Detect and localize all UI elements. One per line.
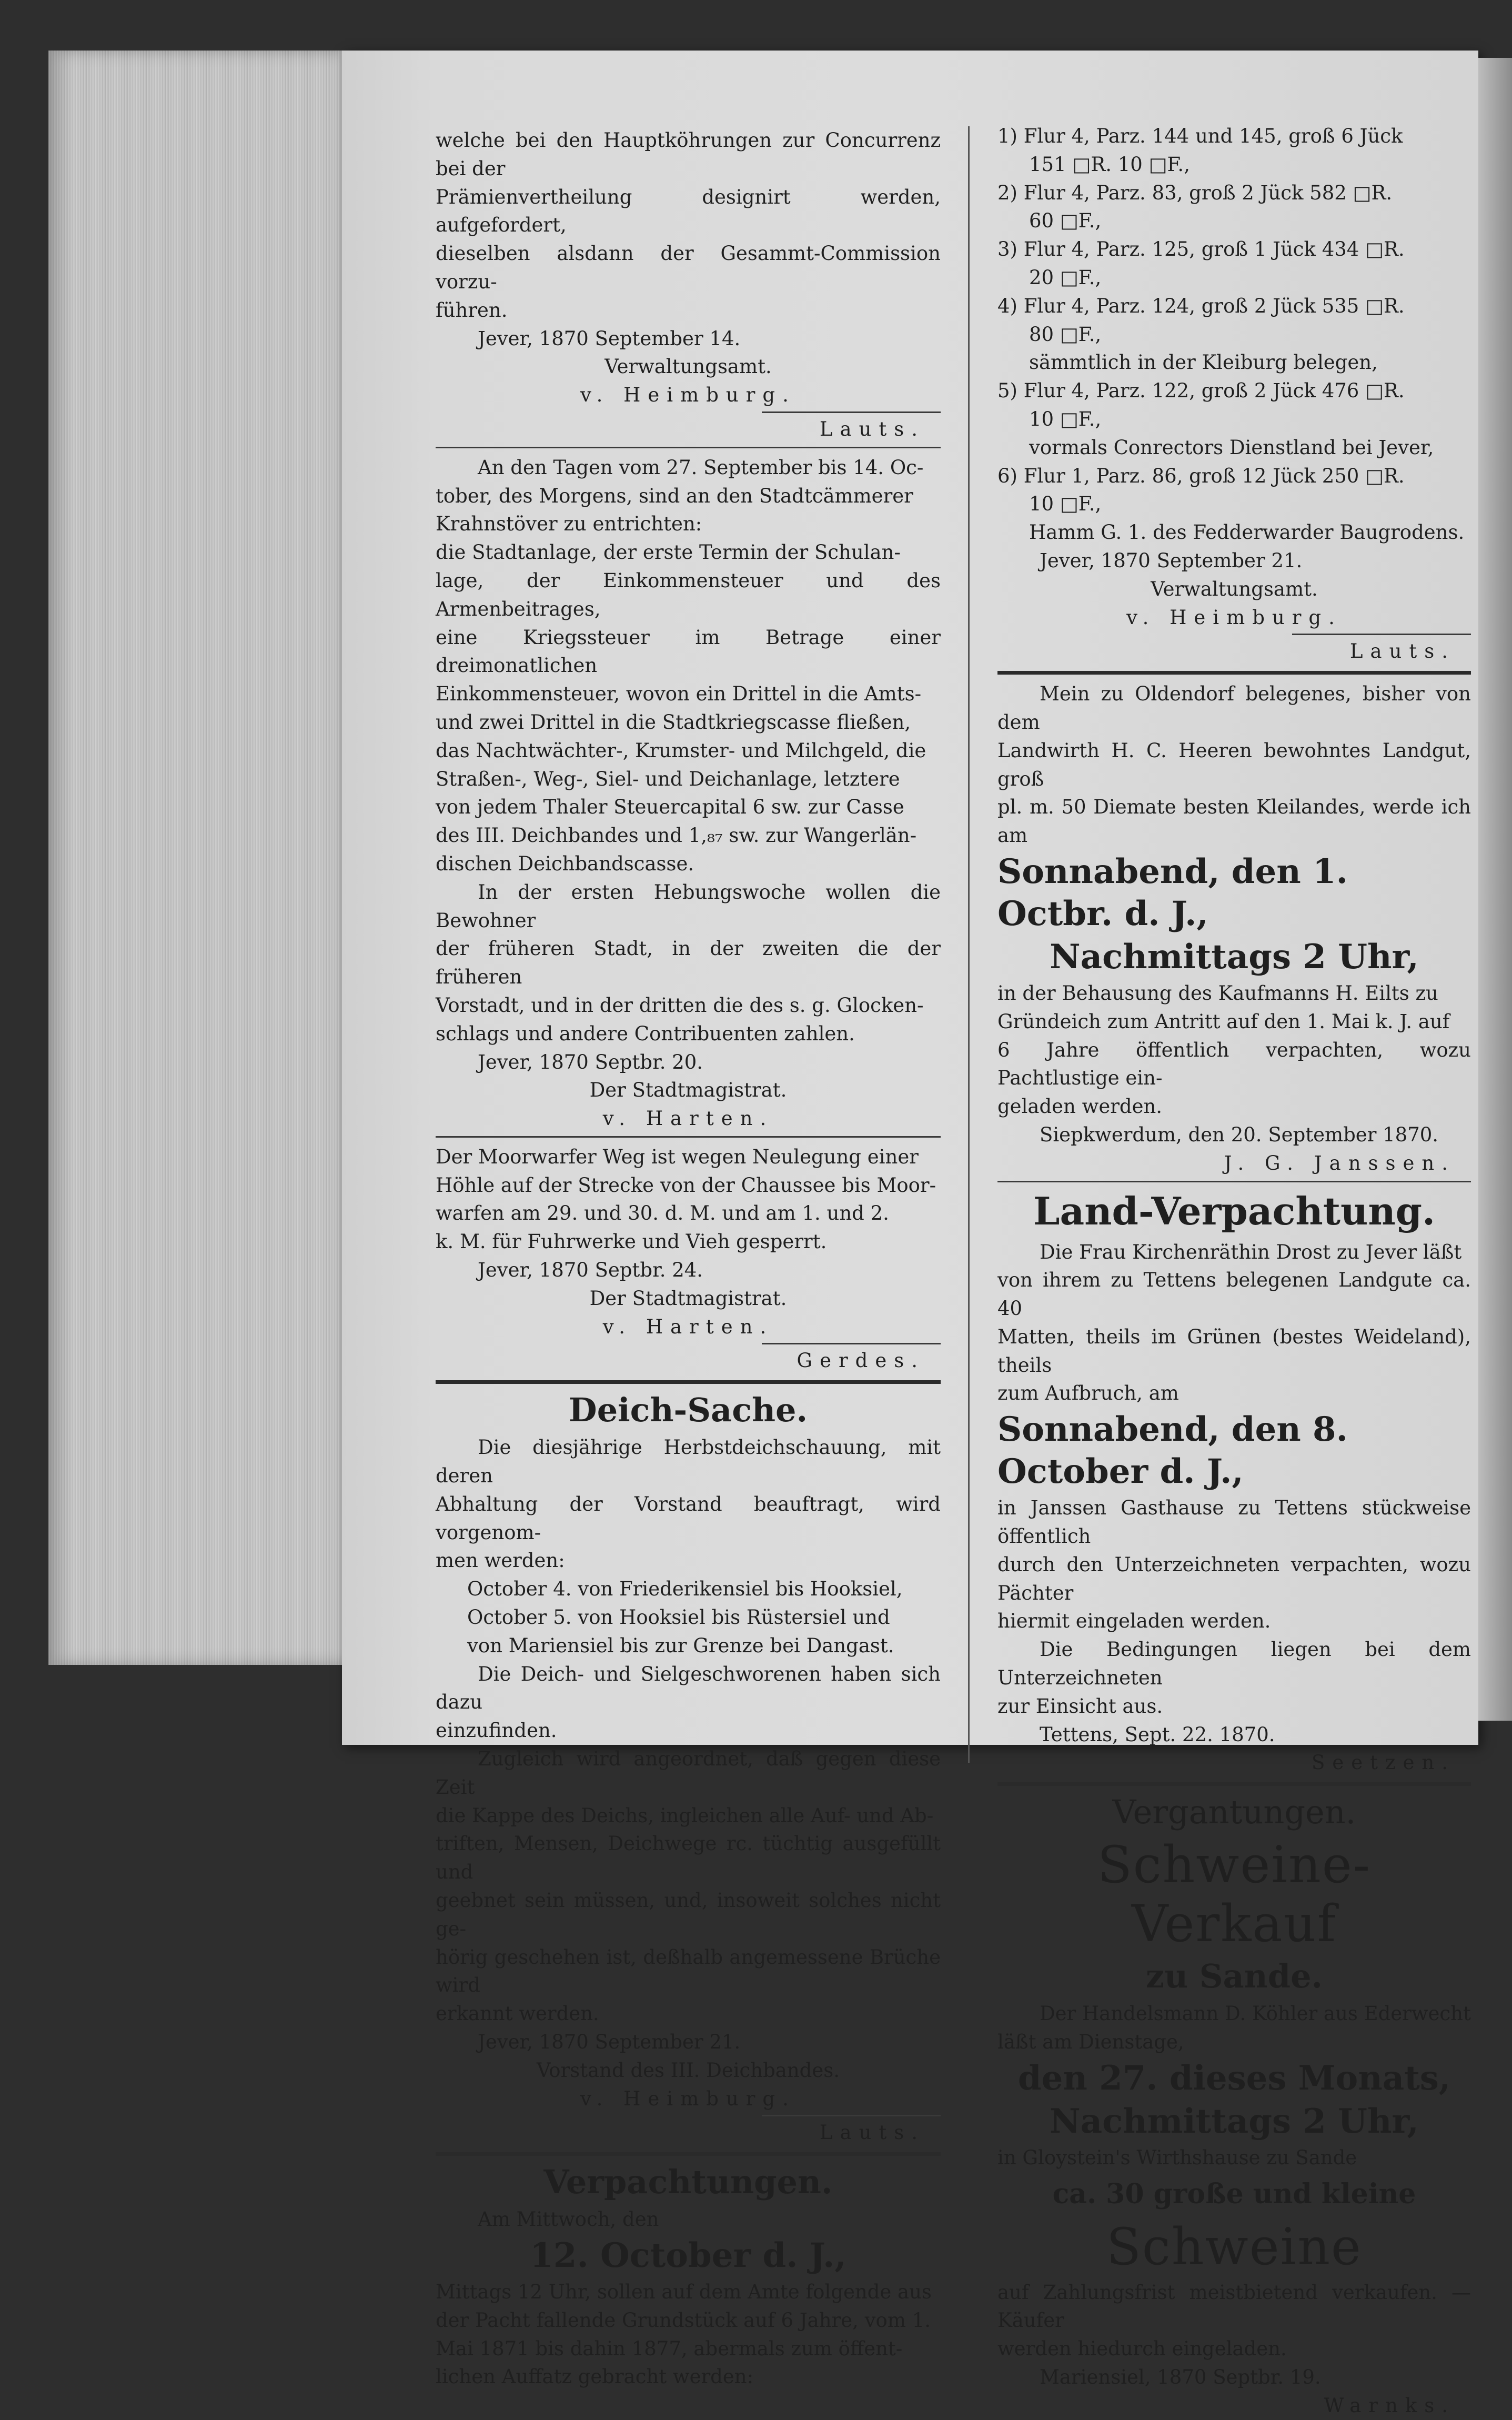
notice-signature: v. Heimburg. [580,384,796,407]
text-line: October 4. von Friederikensiel bis Hooksiel, [467,1578,903,1601]
highlight-date: den 27. dieses Monats, [1017,2058,1451,2098]
text-line: Zugleich wird angeordnet, daß gegen diese Zeit [436,1748,941,1799]
text-line: Höhle auf der Strecke von der Chaussee bis Moor- [436,1173,936,1197]
parcel-line: 10 □F., [1029,493,1102,516]
text-line: k. M. für Fuhrwerke und Vieh gesperrt. [436,1230,827,1253]
notice-date: Jever, 1870 Septbr. 20. [478,1050,703,1073]
parcel-line: 60 □F., [1029,209,1102,233]
text-line: Mai 1871 bis dahin 1877, abermals zum öffent- [436,2337,903,2360]
text-line: einzufinden. [436,1719,557,1742]
text-line: läßt am Dienstage, [997,2031,1184,2054]
text-line: die Kappe des Deichs, ingleichen alle Auf- und Ab- [436,1804,934,1827]
text-line: Die diesjährige Herbstdeichschauung, mit deren [436,1436,941,1488]
section-rule [436,1136,941,1138]
text-line: Vorstadt, und in der dritten die des s. g. Glocken- [436,993,924,1017]
parcel-line: 5) Flur 4, Parz. 122, groß 2 Jück 476 □R. [997,379,1405,403]
text-line: Am Mittwoch, den [478,2208,659,2231]
notice-title-goods: Schweine [1106,2217,1362,2276]
text-line: Der Moorwarfer Weg ist wegen Neulegung einer [436,1145,919,1168]
highlight-time: Nachmittags 2 Uhr, [1050,2101,1419,2141]
text-line: in der Behausung des Kaufmanns H. Eilts zu [997,981,1438,1005]
book-page-edges [48,51,344,1665]
notice-title: Land-Verpachtung. [1033,1188,1436,1233]
text-line: Mittags 12 Uhr, sollen auf dem Amte folgende aus [436,2280,932,2303]
text-line: zum Aufbruch, am [997,1382,1179,1405]
notice-date: Tettens, Sept. 22. 1870. [1040,1723,1275,1746]
highlight-date: 12. October d. J., [530,2235,846,2275]
parcel-line: 1) Flur 4, Parz. 144 und 145, groß 6 Jück [997,125,1403,147]
text-line: die Stadtanlage, der erste Termin der Schulan- [436,541,901,564]
notice-office: Verwaltungsamt. [1151,577,1318,600]
signature-rule [1292,634,1471,635]
notice-date: Jever, 1870 September 14. [478,327,741,350]
text-line: Gründeich zum Antritt auf den 1. Mai k. J. auf [997,1010,1450,1033]
text-line: Mein zu Oldendorf belegenes, bisher von dem [997,682,1471,734]
text-line: in Janssen Gasthause zu Tettens stückweise öffentlich [997,1497,1471,1548]
text-line: der früheren Stadt, in der zweiten die der früheren [436,937,941,989]
text-line: werden hiedurch eingeladen. [997,2337,1287,2361]
notice-signature: v. Harten. [602,1315,774,1338]
text-line: Die Bedingungen liegen bei dem Unterzeichneten [997,1638,1471,1690]
notice-signature: v. Harten. [602,1107,774,1130]
text-line: Matten, theils im Grünen (bestes Weideland), theils [997,1325,1471,1377]
notice-dike [436,1389,941,2147]
text-line: Prämienvertheilung designirt werden, aufgefordert, [436,185,941,237]
notice-clerk: Lauts. [819,2121,925,2144]
notice-signature: v. Heimburg. [580,2087,796,2110]
parcel-list [997,122,1471,666]
parcel-line: Hamm G. 1. des Fedderwarder Baugrodens. [1029,521,1465,544]
notice-signature: Seetzen. [1312,1751,1455,1774]
section-rule-thick [436,2152,941,2156]
parcel-line: 80 □F., [1029,323,1102,346]
notice-office: Der Stadtmagistrat. [589,1079,787,1102]
parcel-line: vormals Conrectors Dienstland bei Jever, [1029,436,1434,459]
text-line: An den Tagen vom 27. September bis 14. Oc- [478,456,924,479]
parcel-line: 151 □R. 10 □F., [1029,153,1190,176]
text-line: der Pacht fallende Grundstück auf 6 Jahre, vom 1. [436,2308,931,2332]
signature-rule [762,2115,941,2116]
section-rule-thick [436,1380,941,1384]
notice-office: Verwaltungsamt. [604,355,772,378]
notice-date: Mariensiel, 1870 Septbr. 19. [1040,2366,1321,2389]
text-line: geebnet sein müssen, und, insoweit solches nicht ge- [436,1889,941,1940]
notice-premium [436,126,941,444]
notice-taxes [436,454,941,1133]
notice-pig-auction [997,1791,1471,2419]
notice-signature: J. G. Janssen. [1224,1151,1455,1174]
parcel-line: 20 □F., [1029,266,1102,289]
notice-oldendorf-lease [997,680,1471,1177]
parcel-line: sämmtlich in der Kleiburg belegen, [1029,351,1378,374]
text-line: von ihrem zu Tettens belegenen Landgute ca. 40 [997,1269,1471,1320]
notice-signature: v. Heimburg. [1126,606,1342,629]
notice-office: Der Stadtmagistrat. [589,1287,787,1310]
notice-signature: Warnks. [1324,2394,1455,2417]
text-line: erkannt werden. [436,2002,599,2025]
text-line: pl. m. 50 Diemate besten Kleilandes, werde ich am [997,796,1471,847]
notice-subtitle: zu Sande. [1145,1957,1323,1996]
text-line: Einkommensteuer, wovon ein Drittel in die Amts- [436,682,922,706]
text-line: hiermit eingeladen werden. [997,1610,1271,1633]
notice-date: Jever, 1870 September 21. [1040,549,1303,572]
text-line: triften, Mensen, Deichwege rc. tüchtig ausgefüllt und [436,1832,941,1884]
section-rule-thick [997,1782,1471,1786]
parcel-line: 2) Flur 4, Parz. 83, groß 2 Jück 582 □R. [997,181,1393,204]
text-line: Der Handelsmann D. Köhler aus Ederwecht [1040,2002,1471,2025]
text-line: Abhaltung der Vorstand beauftragt, wird vorgenom- [436,1492,941,1544]
notice-office: Vorstand des III. Deichbandes. [536,2058,840,2082]
text-line: In der ersten Hebungswoche wollen die Bewohner [436,880,941,932]
parcel-line: 10 □F., [1029,407,1102,430]
notice-land-lease [997,1188,1471,1778]
parcel-line: 3) Flur 4, Parz. 125, groß 1 Jück 434 □R. [997,238,1405,261]
text-line: von Mariensiel bis zur Grenze bei Dangast. [467,1634,894,1657]
text-line: von jedem Thaler Steuercapital 6 sw. zur Casse [436,796,904,819]
text-line: 6 Jahre öffentlich verpachten, wozu Pachtlustige ein- [997,1038,1471,1090]
notice-clerk: Gerdes. [797,1349,925,1372]
text-line: tober, des Morgens, sind an den Stadtcämmerer [436,484,913,507]
section-rule [436,447,941,448]
highlight-date: Sonnabend, den 1. Octbr. d. J., [997,851,1348,933]
text-line: eine Kriegssteuer im Betrage einer dreimonatlichen [436,626,941,677]
parcel-line: 6) Flur 1, Parz. 86, groß 12 Jück 250 □R. [997,464,1405,487]
notice-date: Jever, 1870 Septbr. 24. [478,1259,703,1282]
notice-clerk: Lauts. [1349,640,1455,663]
notice-title: Deich-Sache. [568,1391,808,1430]
text-line: warfen am 29. und 30. d. M. und am 1. und 2. [436,1202,889,1225]
column-divider [968,126,970,1763]
highlight-time: Nachmittags 2 Uhr, [1050,937,1419,977]
parcel-line: 4) Flur 4, Parz. 124, groß 2 Jück 535 □R. [997,294,1405,317]
notice-clerk: Lauts. [819,417,925,440]
text-line: welche bei den Hauptköhrungen zur Concurrenz bei der [436,129,941,180]
text-line: Krahnstöver zu entrichten: [436,513,702,536]
notice-leases [436,2161,941,2391]
section-rule [997,1181,1471,1182]
highlight-quantity: ca. 30 große und kleine [1052,2177,1416,2210]
section-rule-thick [997,671,1471,675]
section-heading: Vergantungen. [1112,1793,1356,1832]
text-line: dieselben alsdann der Gesammt-Commission vorzu- [436,242,941,293]
text-line: hörig geschehen ist, deßhalb angemessene Brüche wird [436,1945,941,1997]
notice-title: Schweine-Verkauf [1097,1835,1372,1954]
text-line: October 5. von Hooksiel bis Rüstersiel und [467,1606,890,1629]
signature-rule [762,411,941,413]
notice-title: Verpachtungen. [543,2163,833,2202]
notice-date: Siepkwerdum, den 20. September 1870. [1040,1123,1439,1146]
text-line: lage, der Einkommensteuer und des Armenbeitrages, [436,569,941,620]
text-line: in Gloystein's Wirthshause zu Sande [997,2146,1357,2169]
text-line: führen. [436,298,508,322]
text-line: dischen Deichbandscasse. [436,852,694,875]
text-line: Die Deich- und Sielgeschworenen haben sich dazu [436,1662,941,1714]
text-line: und zwei Drittel in die Stadtkriegscasse fließen, [436,710,911,734]
text-line: das Nachtwächter-, Krumster- und Milchgeld, die [436,739,926,762]
right-column [997,122,1471,2420]
text-line: zur Einsicht aus. [997,1694,1163,1718]
text-line: Straßen-, Weg-, Siel- und Deichanlage, letztere [436,767,900,790]
highlight-date: Sonnabend, den 8. October d. J., [997,1410,1348,1492]
next-page-edge [1478,58,1512,1721]
text-line: Landwirth H. C. Heeren bewohntes Landgut, groß [997,739,1471,790]
text-line: des III. Deichbandes und 1,₈₇ sw. zur Wangerlän- [436,824,917,847]
text-line: durch den Unterzeichneten verpachten, wozu Pächter [997,1553,1471,1604]
notice-road-closure [436,1143,941,1375]
text-line: auf Zahlungsfrist meistbietend verkaufen. — Käufer [997,2281,1471,2332]
text-line: geladen werden. [997,1095,1163,1118]
notice-date: Jever, 1870 September 21. [478,2031,741,2053]
left-column [436,126,941,2391]
text-line: lichen Auffatz gebracht werden: [436,2365,754,2388]
text-line: Die Frau Kirchenräthin Drost zu Jever läßt [1040,1240,1462,1263]
text-line: men werden: [436,1549,565,1572]
signature-rule [762,1343,941,1344]
text-line: schlags und andere Contribuenten zahlen. [436,1022,855,1045]
